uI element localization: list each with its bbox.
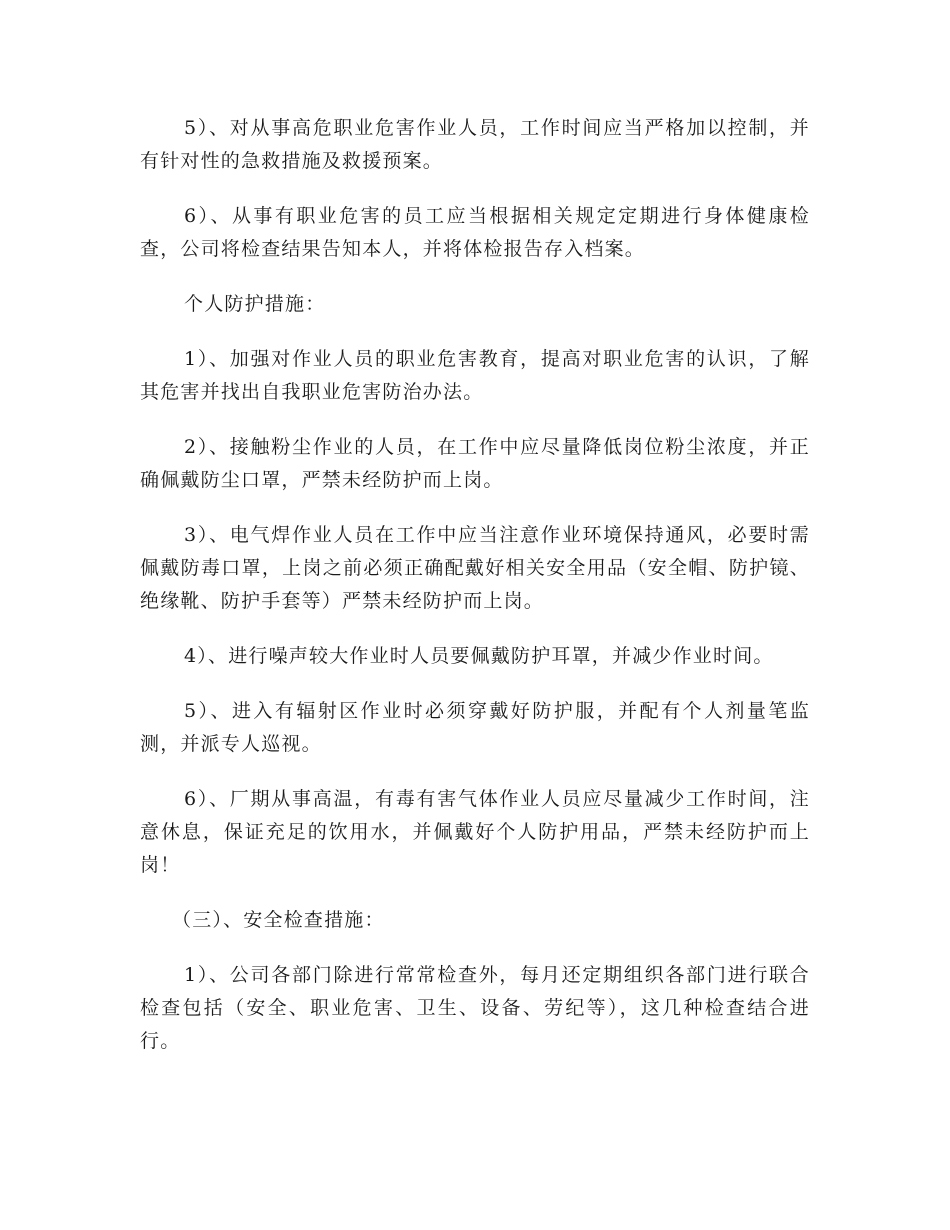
paragraph-joint-inspection: 1）、公司各部门除进行常常检查外，每月还定期组织各部门进行联合检查包括（安全、职业危害、卫生、设备、劳纪等），这几种检查结合进行。 xyxy=(140,964,810,1052)
paragraph-high-risk-control: 5）、对从事高危职业危害作业人员，工作时间应当严格加以控制，并有针对性的急救措施及救援预案。 xyxy=(140,117,810,172)
section-heading-personal-protection: 个人防护措施： xyxy=(184,293,326,315)
paragraph-health-check: 6）、从事有职业危害的员工应当根据相关规定定期进行身体健康检查，公司将检查结果告知本人，并将体检报告存入档案。 xyxy=(140,205,810,260)
paragraph-dust-protection: 2）、接触粉尘作业的人员，在工作中应尽量降低岗位粉尘浓度，并正确佩戴防尘口罩，严禁未经防护而上岗。 xyxy=(140,436,810,491)
paragraph-heat-toxic-gas: 6）、厂期从事高温，有毒有害气体作业人员应尽量减少工作时间，注意休息，保证充足的饮用水，并佩戴好个人防护用品，严禁未经防护而上岗！ xyxy=(140,788,810,876)
paragraph-radiation-protection: 5）、进入有辐射区作业时必须穿戴好防护服，并配有个人剂量笔监测，并派专人巡视。 xyxy=(140,700,810,755)
section-heading-safety-inspection: （三）、安全检查措施： xyxy=(172,909,385,931)
document-body xyxy=(140,112,810,1080)
paragraph-welding-protection: 3）、电气焊作业人员在工作中应当注意作业环境保持通风，必要时需佩戴防毒口罩，上岗之前必须正确配戴好相关安全用品（安全帽、防护镜、绝缘靴、防护手套等）严禁未经防护而上岗。 xyxy=(140,524,810,612)
paragraph-hazard-education: 1）、加强对作业人员的职业危害教育，提高对职业危害的认识，了解其危害并找出自我职业危害防治办法。 xyxy=(140,348,810,403)
paragraph-noise-protection: 4）、进行噪声较大作业时人员要佩戴防护耳罩，并减少作业时间。 xyxy=(184,645,774,667)
